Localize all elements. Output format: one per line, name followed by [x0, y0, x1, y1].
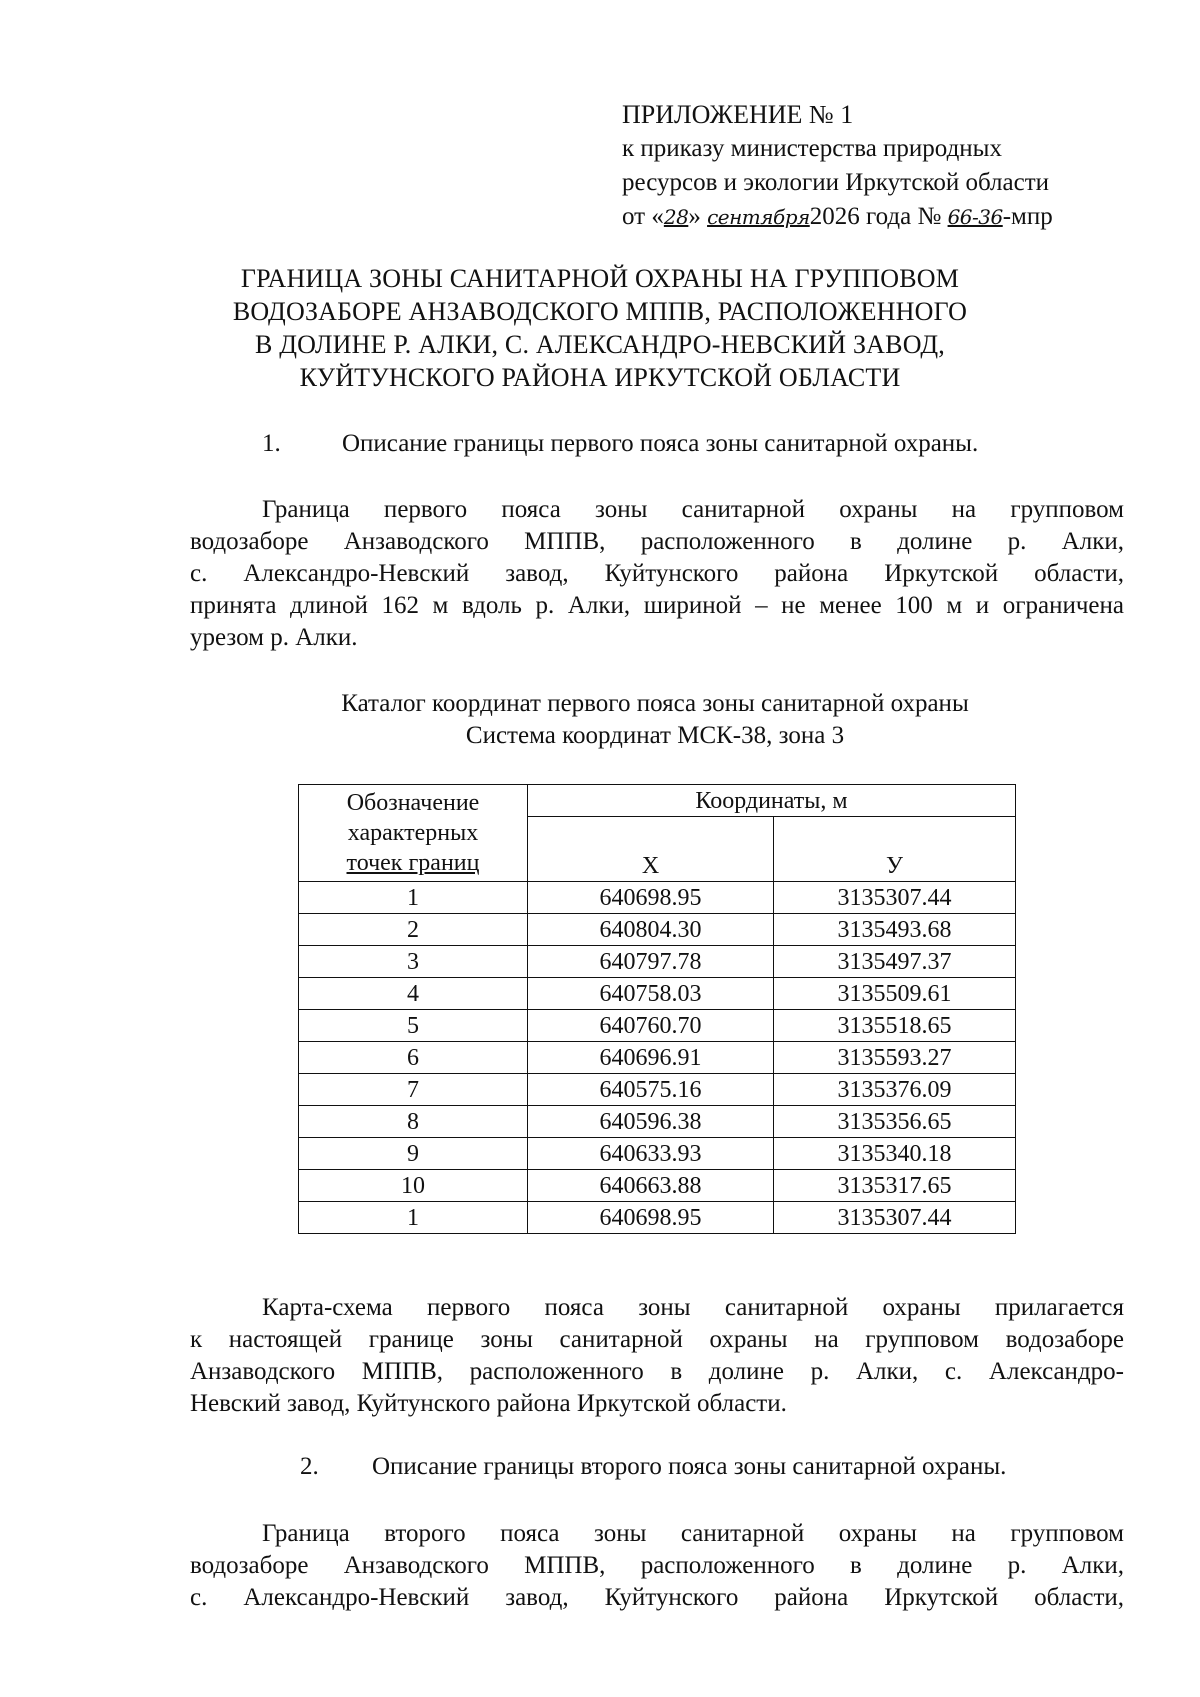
y-cell: 3135317.65: [774, 1170, 1016, 1202]
x-cell: 640698.95: [528, 882, 774, 914]
y-cell: 3135509.61: [774, 978, 1016, 1010]
paragraph-line: Невский завод, Куйтунского района Иркутской области.: [190, 1390, 787, 1417]
y-cell: 3135356.65: [774, 1106, 1016, 1138]
point-cell: 1: [299, 1202, 528, 1234]
title-line-4: КУЙТУНСКОГО РАЙОНА ИРКУТСКОЙ ОБЛАСТИ: [299, 363, 901, 392]
handwritten-day: 28: [663, 205, 689, 229]
appendix-header: [622, 98, 1053, 234]
appendix-title: ПРИЛОЖЕНИЕ № 1: [622, 100, 854, 129]
x-cell: 640663.88: [528, 1170, 774, 1202]
title-line-2: ВОДОЗАБОРЕ АНЗАВОДСКОГО МППВ, РАСПОЛОЖЕННОГО: [232, 297, 968, 326]
coordinates-table-body: [299, 882, 1016, 1234]
table-row: [299, 1106, 1016, 1138]
point-cell: 9: [299, 1138, 528, 1170]
y-cell: 3135307.44: [774, 1202, 1016, 1234]
document-title: [0, 262, 1200, 394]
header-coordinates: Координаты, м: [528, 785, 1016, 817]
section-2-paragraph: [190, 1518, 1124, 1614]
paragraph-line: Граница второго пояса зоны санитарной охраны на групповом: [262, 1520, 1124, 1547]
section-1-paragraph: [190, 494, 1124, 654]
paragraph-line: Граница первого пояса зоны санитарной охраны на групповом: [262, 496, 1124, 523]
y-cell: 3135376.09: [774, 1074, 1016, 1106]
appendix-line-1: к приказу министерства природных: [622, 135, 1002, 162]
paragraph-line: Анзаводского МППВ, расположенного в долине р. Алки, с. Александро-: [190, 1358, 1124, 1385]
point-cell: 4: [299, 978, 528, 1010]
section-1-number: 1.: [262, 430, 281, 457]
x-cell: 640804.30: [528, 914, 774, 946]
header-points-line-3: [299, 848, 527, 878]
y-cell: 3135497.37: [774, 946, 1016, 978]
coordinates-table: [298, 784, 1016, 1234]
point-cell: 7: [299, 1074, 528, 1106]
point-cell: 5: [299, 1010, 528, 1042]
table-row: [299, 1170, 1016, 1202]
catalog-caption: [0, 688, 1200, 752]
point-cell: 8: [299, 1106, 528, 1138]
table-row: [299, 1074, 1016, 1106]
table-row: [299, 1042, 1016, 1074]
x-cell: 640633.93: [528, 1138, 774, 1170]
date-mid-1: »: [688, 203, 701, 230]
section-2-heading: [300, 1453, 1006, 1481]
x-cell: 640596.38: [528, 1106, 774, 1138]
appendix-date-line: [622, 200, 1053, 234]
point-cell: 1: [299, 882, 528, 914]
x-cell: 640758.03: [528, 978, 774, 1010]
point-cell: 10: [299, 1170, 528, 1202]
table-row: [299, 946, 1016, 978]
title-line-1: ГРАНИЦА ЗОНЫ САНИТАРНОЙ ОХРАНЫ НА ГРУППОВОМ: [240, 264, 960, 293]
table-row: [299, 1202, 1016, 1234]
handwritten-number: 66-36: [947, 205, 1003, 229]
paragraph-line: к настоящей границе зоны санитарной охраны на групповом водозаборе: [190, 1326, 1124, 1353]
point-cell: 3: [299, 946, 528, 978]
number-suffix: -мпр: [1002, 203, 1053, 230]
section-1-title: Описание границы первого пояса зоны санитарной охраны.: [342, 430, 979, 457]
header-points-line-2: характерных: [347, 820, 479, 846]
title-line-3: В ДОЛИНЕ Р. АЛКИ, С. АЛЕКСАНДРО-НЕВСКИЙ ЗАВОД,: [254, 330, 946, 359]
catalog-caption-line-1: Каталог координат первого пояса зоны санитарной охраны: [341, 690, 969, 717]
section-1-heading: [262, 430, 978, 458]
x-cell: 640696.91: [528, 1042, 774, 1074]
point-cell: 2: [299, 914, 528, 946]
x-cell: 640698.95: [528, 1202, 774, 1234]
date-mid-2: 2026 года №: [809, 203, 942, 230]
y-cell: 3135518.65: [774, 1010, 1016, 1042]
paragraph-line: с. Александро-Невский завод, Куйтунского района Иркутской области,: [190, 560, 1124, 587]
y-cell: 3135593.27: [774, 1042, 1016, 1074]
table-row: [299, 882, 1016, 914]
table-row: [299, 1138, 1016, 1170]
paragraph-line: с. Александро-Невский завод, Куйтунского района Иркутской области,: [190, 1584, 1124, 1611]
y-cell: 3135340.18: [774, 1138, 1016, 1170]
paragraph-line: принята длиной 162 м вдоль р. Алки, шириной – не менее 100 м и ограничена: [190, 592, 1124, 619]
header-y: У: [774, 817, 1016, 882]
handwritten-month: сентября: [707, 205, 810, 229]
appendix-line-2: ресурсов и экологии Иркутской области: [622, 169, 1050, 196]
point-cell: 6: [299, 1042, 528, 1074]
paragraph-line: Карта-схема первого пояса зоны санитарной охраны прилагается: [262, 1294, 1124, 1321]
header-points: [299, 785, 528, 882]
table-row: [299, 978, 1016, 1010]
paragraph-line: урезом р. Алки.: [190, 624, 358, 651]
header-x: X: [528, 817, 774, 882]
table-row: [299, 914, 1016, 946]
section-2-title: Описание границы второго пояса зоны санитарной охраны.: [372, 1453, 1007, 1480]
paragraph-line: водозаборе Анзаводского МППВ, расположенного в долине р. Алки,: [190, 528, 1124, 555]
x-cell: 640575.16: [528, 1074, 774, 1106]
map-note-paragraph: [190, 1292, 1124, 1420]
x-cell: 640797.78: [528, 946, 774, 978]
header-points-line-1: Обозначение: [346, 790, 480, 816]
paragraph-line: водозаборе Анзаводского МППВ, расположенного в долине р. Алки,: [190, 1552, 1124, 1579]
section-2-number: 2.: [300, 1453, 319, 1480]
x-cell: 640760.70: [528, 1010, 774, 1042]
table-row: [299, 1010, 1016, 1042]
date-prefix: от «: [622, 203, 664, 230]
y-cell: 3135493.68: [774, 914, 1016, 946]
y-cell: 3135307.44: [774, 882, 1016, 914]
header-points-line-3-text: точек границ: [346, 850, 480, 876]
catalog-caption-line-2: Система координат МСК-38, зона 3: [465, 722, 845, 749]
